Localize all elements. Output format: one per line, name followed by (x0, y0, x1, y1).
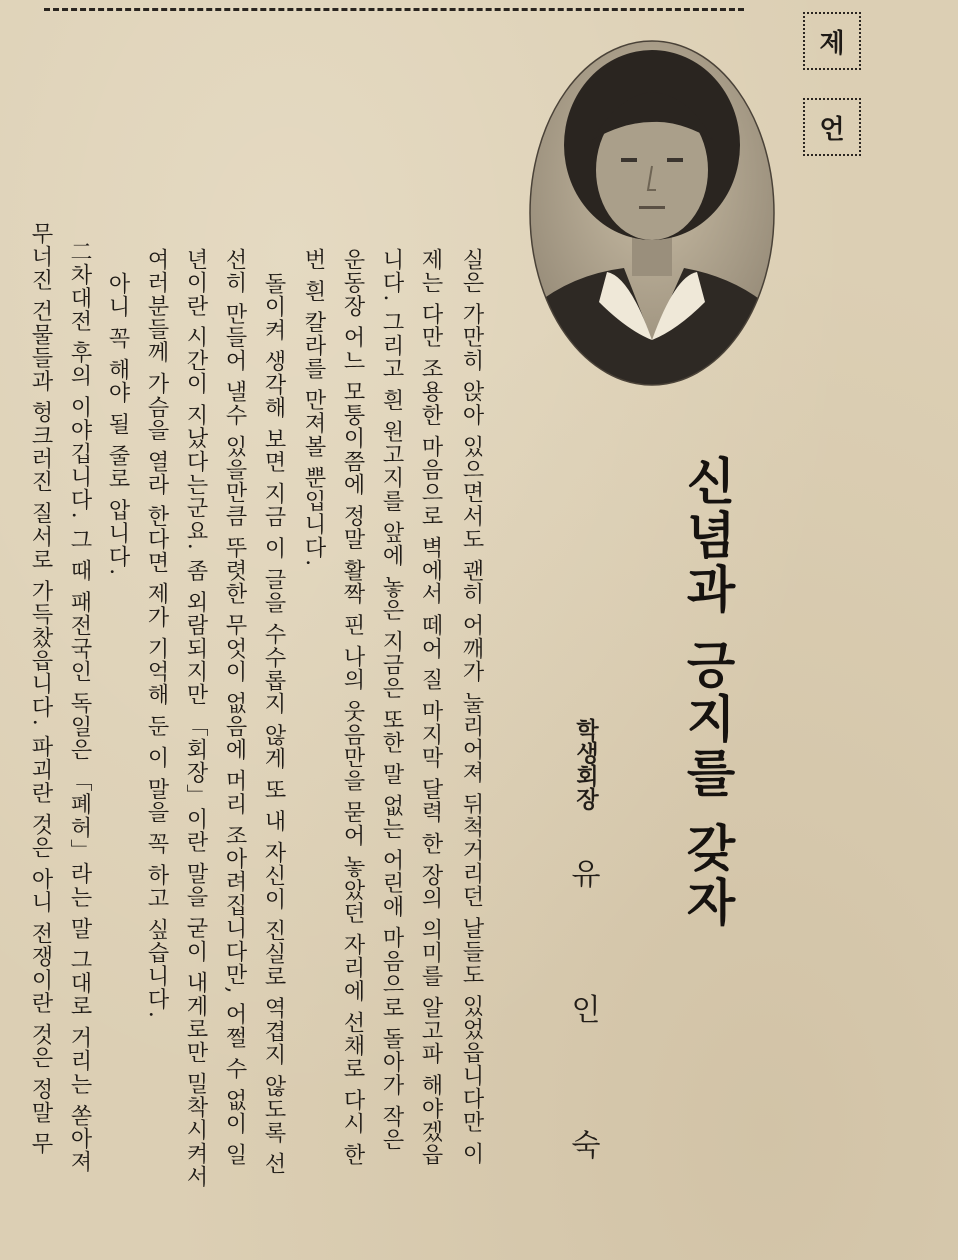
body-column-4: 운동장 어느 모퉁이쯤에 정말 활짝 핀 나의 웃음만을 묻어 놓았던 자리에 선채로 다시 한 (340, 248, 365, 1167)
author-name: 유 인 숙 (565, 858, 600, 1208)
body-column-6: 돌이켜 생각해 보면 지금 이 글을 수수롭지 않게 또 내 자신이 진실로 역겹지 않도록 선 (261, 272, 286, 1176)
section-tag-1: 제 (803, 12, 861, 70)
section-tag-2: 언 (803, 98, 861, 156)
author-affiliation: 학생회장 (572, 718, 598, 810)
body-column-12: 무너진 건물들과 헝크러진 질서로 가득찼읍니다. 파괴란 것은 아니 전쟁이란 것은 정말 무 (28, 222, 53, 1156)
top-dashed-rule (44, 8, 744, 11)
body-column-11: 二차대전 후의 이야깁니다. 그 때 패전국인 독일은 「폐허」라는 말 그대로 거리는 쏟아져 (67, 240, 92, 1174)
body-column-7: 선히 만들어 낼수 있을만큼 뚜렷한 무엇이 없음에 머리 조아려집니다만, 어쩔 수 없이 일 (222, 248, 247, 1167)
body-column-1: 실은 가만히 앉아 있으면서도 괜히 어깨가 눌리어져 뒤척거리던 날들도 있었읍니다만 이 (459, 248, 484, 1166)
body-column-8: 년이란 시간이 지났다는군요. 좀 외람되지만 「회장」이란 말을 굳이 내게로만 밀착시켜서 (183, 248, 208, 1189)
body-column-5: 번 흰 칼라를 만져볼 뿐입니다. (301, 248, 326, 568)
body-column-9: 여러분들께 가슴을 열라 한다면 제가 기억해 둔 이 말을 꼭 하고 싶습니다. (144, 248, 169, 1020)
body-column-3: 니다. 그리고 흰 원고지를 앞에 놓은 지금은 또한 말 없는 어린애 마음으로 돌아가 작은 (379, 248, 404, 1152)
author-portrait (529, 40, 775, 386)
body-column-10: 아니 꼭 해야 될 줄로 압니다. (105, 272, 130, 577)
article-title: 신념과 긍지를 갖자 (678, 455, 737, 930)
body-column-2: 제는 다만 조용한 마음으로 벽에서 떼어 질 마지막 달력 한 장의 의미를 알고파 해야겠읍 (418, 248, 443, 1167)
